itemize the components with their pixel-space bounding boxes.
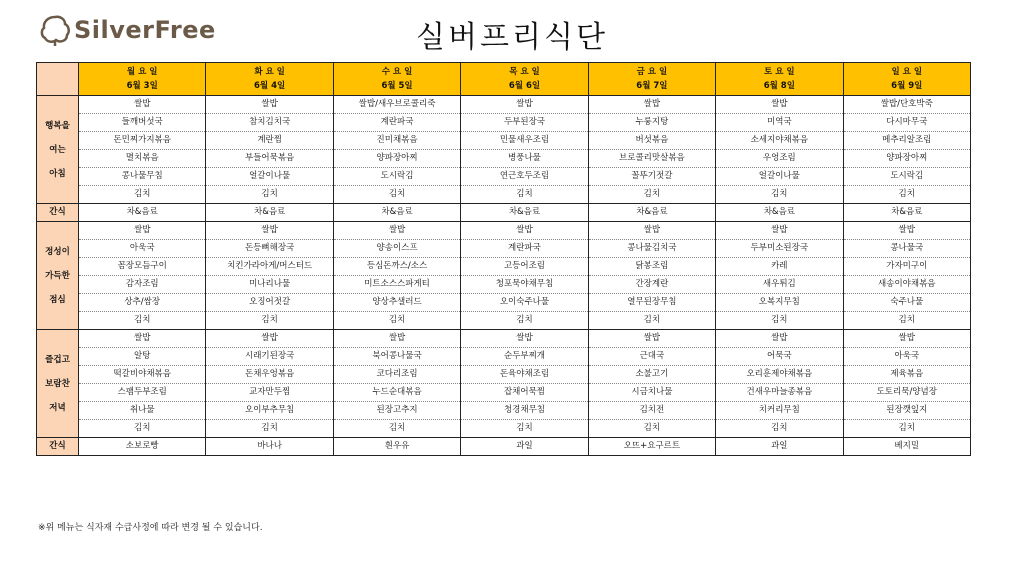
menu-item: 김치 <box>79 420 206 438</box>
menu-row <box>37 258 971 276</box>
menu-item: 아욱국 <box>79 240 206 258</box>
menu-item: 과일 <box>461 438 588 456</box>
menu-item: 김치 <box>461 312 588 330</box>
menu-item: 누룽지탕 <box>588 114 715 132</box>
menu-item: 미역국 <box>716 114 843 132</box>
menu-row <box>37 150 971 168</box>
day-header <box>79 63 206 96</box>
menu-item: 스팸두부조림 <box>79 384 206 402</box>
menu-item: 된장고추지 <box>333 402 460 420</box>
menu-item: 양송이스프 <box>333 240 460 258</box>
menu-item: 취나물 <box>79 402 206 420</box>
meal-label <box>37 96 79 204</box>
menu-item: 쌀밥 <box>461 330 588 348</box>
menu-item: 소보로빵 <box>79 438 206 456</box>
menu-row <box>37 114 971 132</box>
menu-item: 계란파국 <box>333 114 460 132</box>
menu-item: 새우튀김 <box>716 276 843 294</box>
menu-item: 건새우마늘종볶음 <box>716 384 843 402</box>
menu-item: 돈채우엉볶음 <box>206 366 333 384</box>
menu-item: 잡채어묵찜 <box>461 384 588 402</box>
menu-item: 쌀밥 <box>333 330 460 348</box>
menu-item: 새송이야채볶음 <box>843 276 970 294</box>
corner-cell <box>37 63 79 96</box>
menu-item: 누드순대볶음 <box>333 384 460 402</box>
meal-label-line: 점심 <box>49 294 66 305</box>
menu-item: 도시락김 <box>333 168 460 186</box>
menu-item: 아욱국 <box>843 348 970 366</box>
menu-item: 된장깻잎지 <box>843 402 970 420</box>
day-name: 수 요 일 <box>381 67 413 77</box>
menu-item: 돈육야채조림 <box>461 366 588 384</box>
menu-item: 미트소스스파게티 <box>333 276 460 294</box>
menu-item: 김치전 <box>588 402 715 420</box>
menu-item: 쌀밥 <box>461 96 588 114</box>
menu-item: 알탕 <box>79 348 206 366</box>
meal-label <box>37 222 79 330</box>
menu-row <box>37 276 971 294</box>
menu-item: 양파장아찌 <box>843 150 970 168</box>
menu-item: 얼갈이나물 <box>206 168 333 186</box>
day-header <box>716 63 843 96</box>
menu-item: 김치 <box>206 186 333 204</box>
meal-label-line: 간식 <box>49 441 66 451</box>
menu-item: 베지밀 <box>843 438 970 456</box>
menu-item: 김치 <box>333 312 460 330</box>
menu-item: 차&음료 <box>843 204 970 222</box>
menu-item: 미나리나물 <box>206 276 333 294</box>
menu-item: 들깨버섯국 <box>79 114 206 132</box>
menu-item: 시금치나물 <box>588 384 715 402</box>
menu-item: 다시마무국 <box>843 114 970 132</box>
menu-item: 간장계란 <box>588 276 715 294</box>
menu-item: 김치 <box>843 186 970 204</box>
footnote: ※위 메뉴는 식자재 수급사정에 따라 변경 될 수 있습니다. <box>38 523 263 533</box>
menu-item: 병풍나물 <box>461 150 588 168</box>
menu-row <box>37 222 971 240</box>
menu-item: 쌀밥 <box>716 222 843 240</box>
menu-item: 오징어젓갈 <box>206 294 333 312</box>
menu-item: 소세지야채볶음 <box>716 132 843 150</box>
day-date: 6월 4일 <box>254 81 286 91</box>
day-date: 6월 3일 <box>126 81 158 91</box>
meal-label-line: 여는 <box>49 144 66 155</box>
menu-item: 계란파국 <box>461 240 588 258</box>
menu-item: 버섯볶음 <box>588 132 715 150</box>
meal-label-line: 저녁 <box>49 402 66 413</box>
menu-item: 두부된장국 <box>461 114 588 132</box>
menu-item: 김치 <box>206 312 333 330</box>
menu-item: 차&음료 <box>461 204 588 222</box>
menu-row <box>37 420 971 438</box>
menu-item: 멸치볶음 <box>79 150 206 168</box>
menu-item: 청포묵야채무침 <box>461 276 588 294</box>
menu-item: 돈등뼈해장국 <box>206 240 333 258</box>
snack-row <box>37 204 971 222</box>
menu-item: 바나나 <box>206 438 333 456</box>
menu-item: 교자만두찜 <box>206 384 333 402</box>
day-name: 월 요 일 <box>126 67 158 77</box>
meal-label-line: 즐겁고 <box>45 354 70 365</box>
menu-item: 가자미구이 <box>843 258 970 276</box>
menu-item: 김치 <box>333 420 460 438</box>
menu-item: 북어콩나물국 <box>333 348 460 366</box>
menu-row <box>37 330 971 348</box>
day-date: 6월 9일 <box>891 81 923 91</box>
menu-item: 차&음료 <box>588 204 715 222</box>
menu-row <box>37 402 971 420</box>
menu-item: 치커리무침 <box>716 402 843 420</box>
day-name: 화 요 일 <box>254 67 285 77</box>
brand-name: SilverFree <box>74 16 216 44</box>
menu-item: 쌀밥 <box>79 330 206 348</box>
menu-item: 김치 <box>843 312 970 330</box>
menu-item: 쌀밥 <box>79 96 206 114</box>
menu-item: 콩나물무침 <box>79 168 206 186</box>
day-header <box>206 63 333 96</box>
day-name: 일 요 일 <box>891 67 923 77</box>
menu-item: 제육볶음 <box>843 366 970 384</box>
menu-item: 부들어묵볶음 <box>206 150 333 168</box>
meal-label-line: 간식 <box>49 207 66 217</box>
menu-item: 브로콜리맛살볶음 <box>588 150 715 168</box>
menu-item: 꼴뚜기젓갈 <box>588 168 715 186</box>
menu-item: 오뜨+요구르트 <box>588 438 715 456</box>
menu-item: 김치 <box>588 312 715 330</box>
menu-row <box>37 132 971 150</box>
menu-item: 감자조림 <box>79 276 206 294</box>
menu-item: 어묵국 <box>716 348 843 366</box>
meal-label <box>37 330 79 438</box>
menu-item: 두부미소된장국 <box>716 240 843 258</box>
day-name: 금 요 일 <box>636 67 668 77</box>
menu-item: 쌀밥 <box>843 330 970 348</box>
menu-row <box>37 96 971 114</box>
day-header-row <box>37 63 971 96</box>
menu-item: 양상추샐러드 <box>333 294 460 312</box>
menu-item: 돈민찌가지볶음 <box>79 132 206 150</box>
menu-item: 쌀밥 <box>79 222 206 240</box>
menu-item: 도토리묵/양념장 <box>843 384 970 402</box>
menu-item: 민물새우조림 <box>461 132 588 150</box>
menu-item: 코다리조림 <box>333 366 460 384</box>
day-header <box>461 63 588 96</box>
menu-item: 쌀밥/단호박죽 <box>843 96 970 114</box>
menu-item: 등심돈까스/소스 <box>333 258 460 276</box>
day-date: 6월 7일 <box>636 81 668 91</box>
menu-item: 김치 <box>716 186 843 204</box>
menu-item: 순두부찌개 <box>461 348 588 366</box>
menu-item: 연근호두조림 <box>461 168 588 186</box>
menu-item: 김치 <box>461 186 588 204</box>
menu-item: 우엉조림 <box>716 150 843 168</box>
menu-row <box>37 240 971 258</box>
menu-item: 김치 <box>588 186 715 204</box>
menu-row <box>37 366 971 384</box>
menu-item: 치킨가라아게/머스터드 <box>206 258 333 276</box>
day-date: 6월 5일 <box>381 81 413 91</box>
meal-label <box>37 438 79 456</box>
menu-item: 콩나물국 <box>843 240 970 258</box>
menu-item: 쌀밥 <box>333 222 460 240</box>
menu-item: 고등어조림 <box>461 258 588 276</box>
menu-item: 콩나물김치국 <box>588 240 715 258</box>
menu-item: 김치 <box>843 420 970 438</box>
meal-label-line: 보람찬 <box>45 378 70 389</box>
menu-item: 진미채볶음 <box>333 132 460 150</box>
menu-item: 청경채무침 <box>461 402 588 420</box>
menu-item: 쌀밥 <box>716 330 843 348</box>
menu-item: 얼갈이나물 <box>716 168 843 186</box>
menu-row <box>37 348 971 366</box>
menu-item: 김치 <box>333 186 460 204</box>
menu-row <box>37 168 971 186</box>
day-name: 토 요 일 <box>764 67 795 77</box>
menu-item: 쌀밥 <box>206 330 333 348</box>
menu-item: 참치김치국 <box>206 114 333 132</box>
menu-item: 상추/쌈장 <box>79 294 206 312</box>
menu-item: 메추리알조림 <box>843 132 970 150</box>
menu-item: 오복지무침 <box>716 294 843 312</box>
meal-label <box>37 204 79 222</box>
menu-item: 김치 <box>716 312 843 330</box>
menu-row <box>37 312 971 330</box>
menu-item: 차&음료 <box>206 204 333 222</box>
day-date: 6월 6일 <box>508 81 541 91</box>
menu-item: 흰우유 <box>333 438 460 456</box>
menu-item: 쌀밥 <box>716 96 843 114</box>
menu-item: 쌀밥 <box>843 222 970 240</box>
menu-row <box>37 294 971 312</box>
menu-item: 쌀밥/새우브로콜리죽 <box>333 96 460 114</box>
day-name: 목 요 일 <box>509 67 540 77</box>
menu-item: 차&음료 <box>333 204 460 222</box>
snack-row <box>37 438 971 456</box>
menu-row <box>37 186 971 204</box>
day-header <box>333 63 460 96</box>
menu-item: 차&음료 <box>716 204 843 222</box>
menu-item: 김치 <box>461 420 588 438</box>
menu-item: 김치 <box>79 312 206 330</box>
menu-item: 오이숙주나물 <box>461 294 588 312</box>
menu-item: 꼼장모듬구이 <box>79 258 206 276</box>
menu-item: 도시락김 <box>843 168 970 186</box>
menu-item: 오이부추무침 <box>206 402 333 420</box>
menu-item: 김치 <box>716 420 843 438</box>
menu-item: 쌀밥 <box>588 96 715 114</box>
menu-item: 김치 <box>588 420 715 438</box>
day-header <box>588 63 715 96</box>
menu-item: 닭봉조림 <box>588 258 715 276</box>
meal-label-line: 정성이 <box>45 246 70 257</box>
menu-item: 근대국 <box>588 348 715 366</box>
meal-label-line: 행복을 <box>45 120 70 131</box>
day-header <box>843 63 970 96</box>
menu-item: 김치 <box>79 186 206 204</box>
menu-table <box>36 62 971 456</box>
menu-item: 계란찜 <box>206 132 333 150</box>
menu-item: 시래기된장국 <box>206 348 333 366</box>
menu-item: 열무된장무침 <box>588 294 715 312</box>
menu-item: 쌀밥 <box>588 330 715 348</box>
menu-item: 쌀밥 <box>461 222 588 240</box>
menu-item: 숙주나물 <box>843 294 970 312</box>
page-title: 실버프리식단 <box>416 20 608 55</box>
menu-item: 차&음료 <box>79 204 206 222</box>
menu-item: 쌀밥 <box>588 222 715 240</box>
menu-item: 오리훈제야채볶음 <box>716 366 843 384</box>
menu-row <box>37 384 971 402</box>
meal-label-line: 아침 <box>49 168 66 179</box>
menu-item: 쌀밥 <box>206 96 333 114</box>
menu-item: 떡갈비야채볶음 <box>79 366 206 384</box>
day-date: 6월 8일 <box>763 81 795 91</box>
meal-label-line: 가득한 <box>45 270 70 281</box>
menu-item: 카레 <box>716 258 843 276</box>
menu-item: 양파장아찌 <box>333 150 460 168</box>
menu-item: 과일 <box>716 438 843 456</box>
menu-item: 김치 <box>206 420 333 438</box>
menu-item: 쌀밥 <box>206 222 333 240</box>
menu-item: 소불고기 <box>588 366 715 384</box>
